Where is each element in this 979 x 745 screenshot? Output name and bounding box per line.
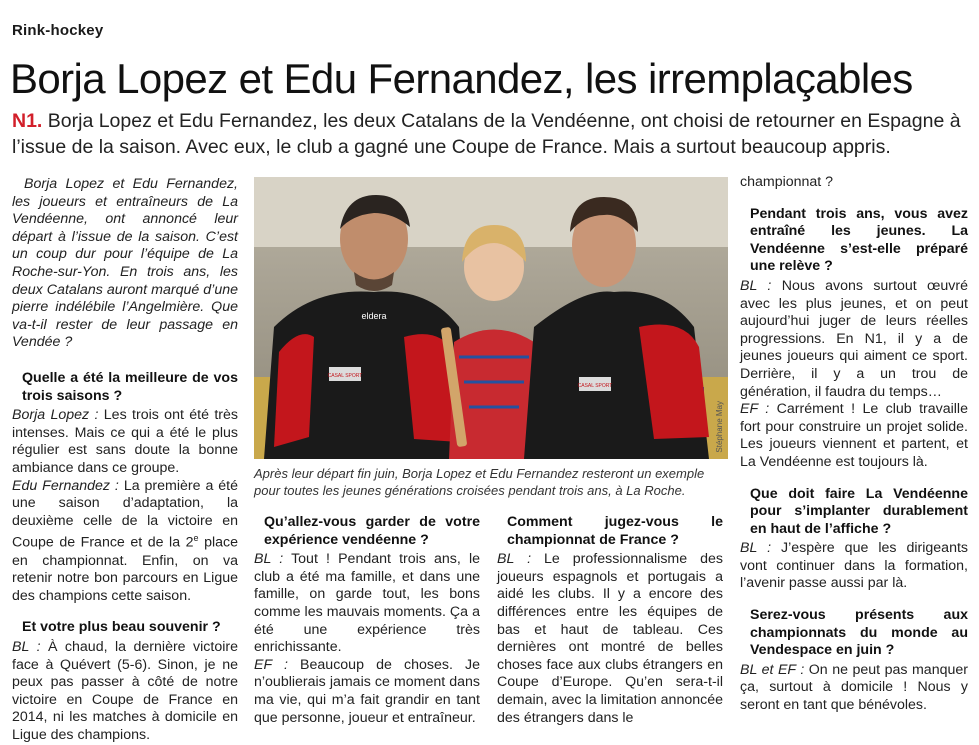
superscript: e <box>193 533 199 544</box>
speaker: BL : <box>12 638 41 655</box>
question: Et votre plus beau souvenir ? <box>22 619 221 636</box>
speaker: BL : <box>497 551 532 568</box>
answer <box>254 657 480 727</box>
answer-text: Beaucoup de choses. Je n’oublierais jamais ce moment dans ma vie, qui m’a fait grandir en tant que personne, joueur et entraîneur. <box>254 656 480 726</box>
answer <box>740 401 968 471</box>
answer-text: J’espère que les dirigeants vont continuer dans la formation, l’avenir passe aussi par là. <box>740 540 969 592</box>
answer-text: place en championnat. Enfin, on va retenir notre bon parcours en Ligue des champions cette saison. <box>12 535 239 604</box>
speaker: BL : <box>740 277 772 294</box>
speaker: BL : <box>740 540 772 557</box>
photo-credit: Stéphane May <box>715 401 724 453</box>
column-4 <box>740 174 968 715</box>
team-photo <box>254 177 728 459</box>
answer-text: Tout ! Pendant trois ans, le club a été ma famille, et dans une famille, on garde tout, les bons comme les mauvais moments. Ça a été une expérience très enrichissante. <box>254 551 481 656</box>
answer <box>12 639 238 745</box>
answer <box>740 540 968 593</box>
sponsor-logo: CASAL SPORT <box>577 383 613 389</box>
speaker: Borja Lopez : <box>12 407 99 424</box>
column-2 <box>254 514 480 727</box>
lead-tag: N1. <box>12 110 43 132</box>
speaker: Edu Fernandez : <box>12 477 119 494</box>
answer-text: À chaud, la dernière victoire face à Quévert (5-6). Sinon, je ne peux pas passer à côté de notre victoire en Coupe de France en 2014, ni les matches à domicile en Ligue des champions. <box>12 638 238 743</box>
answer <box>740 278 968 401</box>
question: Quelle a été la meilleure de vos trois saisons ? <box>22 369 238 404</box>
answer <box>12 407 238 477</box>
answer <box>497 551 723 727</box>
lead-text: Borja Lopez et Edu Fernandez, les deux Catalans de la Vendéenne, ont choisi de retourner en Espagne à l’issue de la saison. Avec eux, le club a gagné une Coupe de France. Mais a surtout beaucoup appris. <box>12 110 961 158</box>
speaker: BL et EF : <box>740 661 805 678</box>
column-1 <box>12 176 238 745</box>
section-label: Rink-hockey <box>12 22 104 39</box>
intro-paragraph: Borja Lopez et Edu Fernandez, les joueurs et entraîneurs de La Vendéenne, ont annoncé leur départ à l’issue de la saison. C’est un coup dur pour l’équipe de La Roche-sur-Yon. En trois ans, les deux Catalans auront marqué d’une pierre indélébile l’Angelmière. Que va-t-il rester de leur passage en Vendée ? <box>12 176 238 351</box>
jersey-brand: eldera <box>361 311 387 321</box>
answer-text: La première a été une saison d’adaptation, la deuxième celle de la victoire en Coupe de France et de la 2 <box>12 477 238 552</box>
question: Pendant trois ans, vous avez entraîné les jeunes. La Vendéenne s’est-elle préparé une relève ? <box>750 205 968 275</box>
question: Comment jugez-vous le championnat de France ? <box>507 514 723 548</box>
answer-text: Le professionnalisme des joueurs espagnols et portugais a aidé les clubs. Il y a encore des différences entre les équipes de bas et haut de tableau. Ces dernières ont montré de belles choses face aux clubs étrangers en Coupe d’Europe. Qu’en sera-t-il demain, avec la limitation annoncée des étrangers dans le <box>497 551 723 726</box>
answer-text: Les trois ont été très intenses. Mais ce qui a été le plus régulier est sans doute la bonne ambiance dans ce groupe. <box>12 407 238 476</box>
answer-text: Carrément ! Le club travaille fort pour construire un projet solide. Les joueurs viennent et partent, et La Vendéenne est toujours là. <box>740 401 968 470</box>
headline: Borja Lopez et Edu Fernandez, les irremplaçables <box>10 55 913 102</box>
question: Serez-vous présents aux championnats du monde au Vendespace en juin ? <box>750 607 968 659</box>
speaker: EF : <box>254 656 288 673</box>
sponsor-logo: CASAL SPORT <box>327 373 363 379</box>
answer <box>12 478 238 606</box>
answer <box>740 662 968 715</box>
question: Que doit faire La Vendéenne pour s’implanter durablement en haut de l’affiche ? <box>750 485 968 537</box>
photo-caption: Après leur départ fin juin, Borja Lopez et Edu Fernandez resteront un exemple pour toutes les jeunes générations croisées pendant trois ans, à La Roche. <box>254 466 705 498</box>
question: Qu’allez-vous garder de votre expérience vendéenne ? <box>264 514 480 548</box>
photo-illustration <box>254 177 728 459</box>
speaker: BL : <box>254 551 284 568</box>
speaker: EF : <box>740 401 770 418</box>
column-3 <box>497 514 723 727</box>
answer <box>254 551 480 657</box>
answer-text: On ne peut pas manquer ça, surtout à domicile ! Nous y seront en tant que bénévoles. <box>740 661 968 714</box>
answer-text: Nous avons surtout œuvré avec les plus jeunes, et on peut aujourd’hui juger de leurs réelles progressions. En N1, il y a de jeunes joueurs qui aiment ce sport. Derrière, il y a un trou de génération, il faudra du temps… <box>740 277 969 400</box>
lead-paragraph <box>12 108 970 160</box>
continued-text: championnat ? <box>740 174 834 190</box>
